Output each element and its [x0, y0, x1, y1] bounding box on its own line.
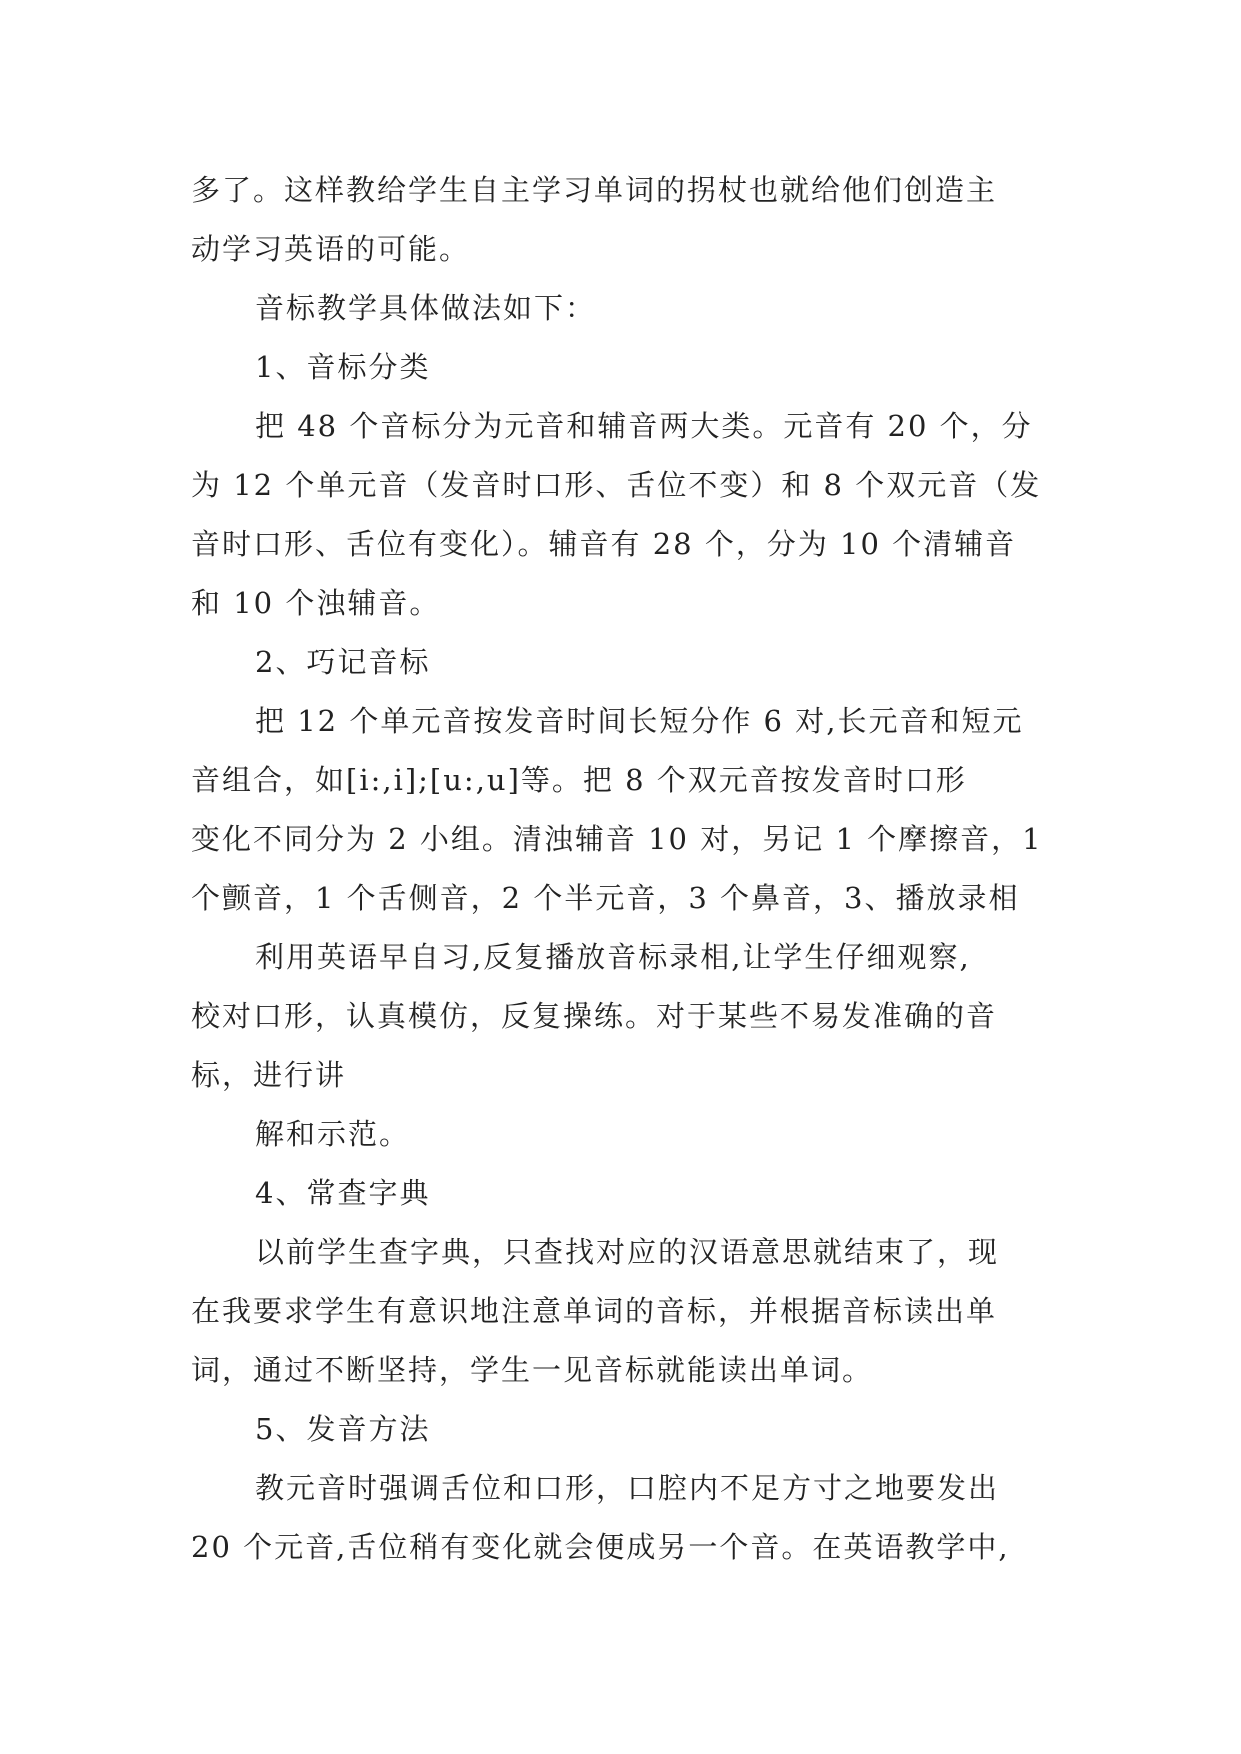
- text-line: 个颤音，1 个舌侧音，2 个半元音，3 个鼻音，3、播放录相: [191, 881, 1020, 915]
- text-line: 词，通过不断坚持，学生一见音标就能读出单词。: [191, 1353, 874, 1387]
- text-line: 利用英语早自习,反复播放音标录相,让学生仔细观察,: [255, 940, 971, 974]
- section-heading: 5、发音方法: [255, 1412, 431, 1446]
- text-line: 以前学生查字典，只查找对应的汉语意思就结束了，现: [255, 1235, 1000, 1269]
- text-line: 标，进行讲: [191, 1058, 347, 1092]
- text-line: 20 个元音,舌位稍有变化就会便成另一个音。在英语教学中,: [191, 1530, 1010, 1564]
- text-line: 动学习英语的可能。: [191, 232, 471, 266]
- section-heading: 2、巧记音标: [255, 645, 431, 679]
- text-line: 教元音时强调舌位和口形，口腔内不足方寸之地要发出: [255, 1471, 1000, 1505]
- text-line: 把 48 个音标分为元音和辅音两大类。元音有 20 个，分: [255, 409, 1033, 443]
- text-line: 解和示范。: [255, 1117, 411, 1151]
- text-line: 和 10 个浊辅音。: [191, 586, 441, 620]
- document-body: [191, 161, 1051, 1577]
- text-line: 音组合，如[i:,i];[u:,u]等。把 8 个双元音按发音时口形: [191, 763, 967, 797]
- text-line: 为 12 个单元音（发音时口形、舌位不变）和 8 个双元音（发: [191, 468, 1042, 502]
- text-line: 校对口形，认真模仿，反复操练。对于某些不易发准确的音: [191, 999, 998, 1033]
- section-heading: 1、音标分类: [255, 350, 431, 384]
- text-line: 音时口形、舌位有变化）。辅音有 28 个，分为 10 个清辅音: [191, 527, 1017, 561]
- text-line: 把 12 个单元音按发音时间长短分作 6 对,长元音和短元: [255, 704, 1024, 738]
- text-line: 音标教学具体做法如下：: [255, 291, 597, 325]
- text-line: 多了。这样教给学生自主学习单词的拐杖也就给他们创造主: [191, 173, 998, 207]
- text-line: 变化不同分为 2 小组。清浊辅音 10 对，另记 1 个摩擦音，1: [191, 822, 1043, 856]
- section-heading: 4、常查字典: [255, 1176, 431, 1210]
- text-line: 在我要求学生有意识地注意单词的音标，并根据音标读出单: [191, 1294, 998, 1328]
